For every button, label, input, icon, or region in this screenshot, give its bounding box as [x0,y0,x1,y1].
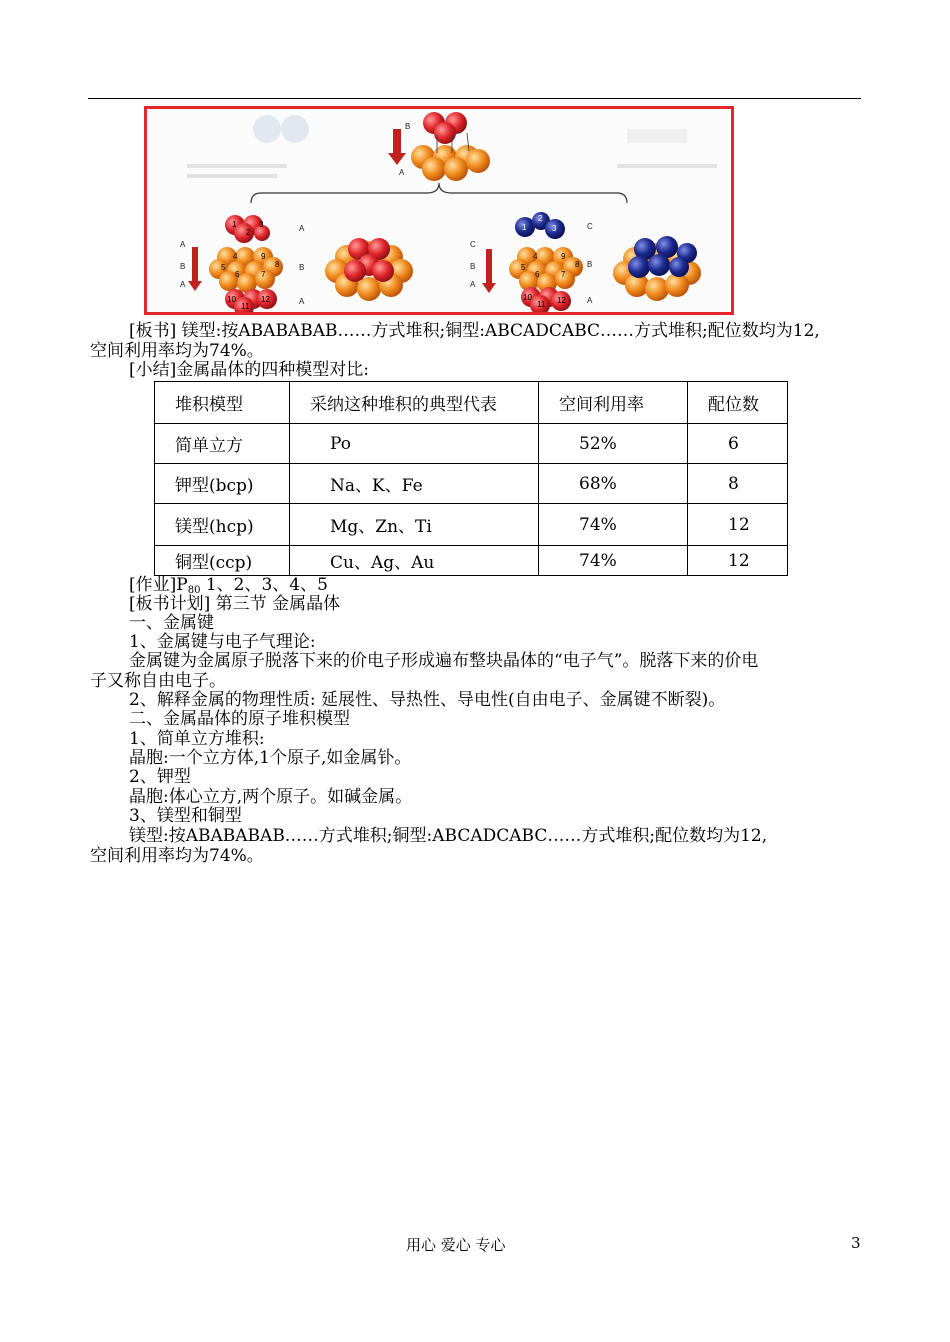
table-header: 采纳这种堆积的典型代表 [290,382,539,424]
atom-number: 8 [575,260,580,269]
table-cell: 12 [688,504,788,546]
table-cell: 钾型(bcp) [155,464,290,504]
subsection-heading: 2、钾型 [129,767,191,787]
table-cell: Na、K、Fe [290,464,539,504]
right-side-label: C [587,222,593,231]
atom-number: 3 [259,220,264,229]
atom-number: 2 [246,228,251,237]
atom-number: 7 [261,270,266,279]
ccp-composite [613,236,701,301]
left-arrow [188,247,202,291]
atom-number: 4 [233,252,238,261]
atom-number: 9 [261,252,266,261]
atom-number: 11 [241,302,250,311]
table-header: 配位数 [688,382,788,424]
top-arrow [388,129,406,165]
atom-number: 1 [232,220,237,229]
atom-number: 10 [523,293,532,302]
header-rule [88,98,861,99]
right-layer-label: B [470,262,476,271]
left-layer-label: A [180,240,186,249]
top-layer-label: B [405,122,411,131]
table-row [155,464,788,504]
subsection-heading: 1、简单立方堆积: [129,729,265,749]
section-heading: 一、金属键 [129,613,214,633]
footer-slogan: 用心 爱心 专心 [406,1236,506,1254]
board-note-cont: 空间利用率均为74%。 [90,341,264,361]
atom-number: 5 [521,263,526,272]
table-cell: 74% [539,504,688,546]
table-header: 空间利用率 [539,382,688,424]
paragraph: 2、解释金属的物理性质: 延展性、导热性、导电性(自由电子、金属键不断裂)。 [129,690,726,710]
table-cell: 简单立方 [155,424,290,464]
atom-number: 6 [535,270,540,279]
atom-number: 6 [235,270,240,279]
subsection-heading: 1、金属键与电子气理论: [129,632,316,652]
table-header-row [155,382,788,424]
atom-number: 1 [522,223,527,232]
left-layer-label: B [180,262,186,271]
atom-number: 7 [561,270,566,279]
summary-heading: [小结]金属晶体的四种模型对比: [129,360,369,380]
atom-number: 8 [275,260,280,269]
table-row [155,546,788,576]
table-cell: 铜型(ccp) [155,546,290,576]
paragraph-cont: 子又称自由电子。 [90,671,226,691]
atom-number: 2 [538,214,543,223]
stacking-figure [144,106,734,315]
left-side-label: A [299,297,305,306]
top-layer-label: A [399,168,405,177]
paragraph: 金属键为金属原子脱落下来的价电子形成遍布整块晶体的“电子气”。脱落下来的价电 [129,651,759,671]
atom-number: 5 [221,263,226,272]
left-layer-label: A [180,280,186,289]
page-number: 3 [851,1234,861,1252]
homework-items: 1、2、3、4、5 [200,575,328,595]
board-plan: [板书计划] 第三节 金属晶体 [129,594,341,614]
table-cell: 12 [688,546,788,576]
table-cell: 镁型(hcp) [155,504,290,546]
paragraph: 镁型:按ABABABAB……方式堆积;铜型:ABCADCABC……方式堆积;配位数均为12, [129,826,768,846]
table-cell: Cu、Ag、Au [290,546,539,576]
table-cell: Mg、Zn、Ti [290,504,539,546]
table-cell: Po [290,424,539,464]
table-cell: 6 [688,424,788,464]
atom-number: 12 [261,295,270,304]
board-note: [板书] 镁型:按ABABABAB……方式堆积;铜型:ABCADCABC……方式堆积;配位数均为12, [129,321,820,341]
brace [251,183,627,203]
table-cell: 8 [688,464,788,504]
right-arrow [482,249,496,293]
homework-page: 80 [187,585,201,596]
left-side-label: B [299,263,305,272]
stacking-diagram [147,109,734,315]
right-layer-label: C [470,240,476,249]
table-row [155,424,788,464]
homework-label: [作业]P [129,575,188,595]
table-cell: 74% [539,546,688,576]
left-side-label: A [299,224,305,233]
paragraph: 晶胞:一个立方体,1个原子,如金属钋。 [129,748,412,768]
section-heading: 二、金属晶体的原子堆积模型 [129,709,350,729]
atom-number: 9 [561,252,566,261]
right-side-label: B [587,260,593,269]
atom-number: 10 [227,295,236,304]
paragraph-cont: 空间利用率均为74%。 [90,846,264,866]
hcp-composite [325,238,413,301]
atom-number: 3 [552,224,557,233]
subsection-heading: 3、镁型和铜型 [129,806,242,826]
paragraph: 晶胞:体心立方,两个原子。如碱金属。 [129,787,413,807]
atom-number: 11 [537,300,546,309]
table-cell: 52% [539,424,688,464]
comparison-table [154,381,788,576]
atom-number: 4 [533,252,538,261]
right-layer-label: A [470,280,476,289]
table-row [155,504,788,546]
table-cell: 68% [539,464,688,504]
atom-number: 12 [557,296,566,305]
right-side-label: A [587,296,593,305]
table-header: 堆积模型 [155,382,290,424]
top-cluster [411,112,490,181]
